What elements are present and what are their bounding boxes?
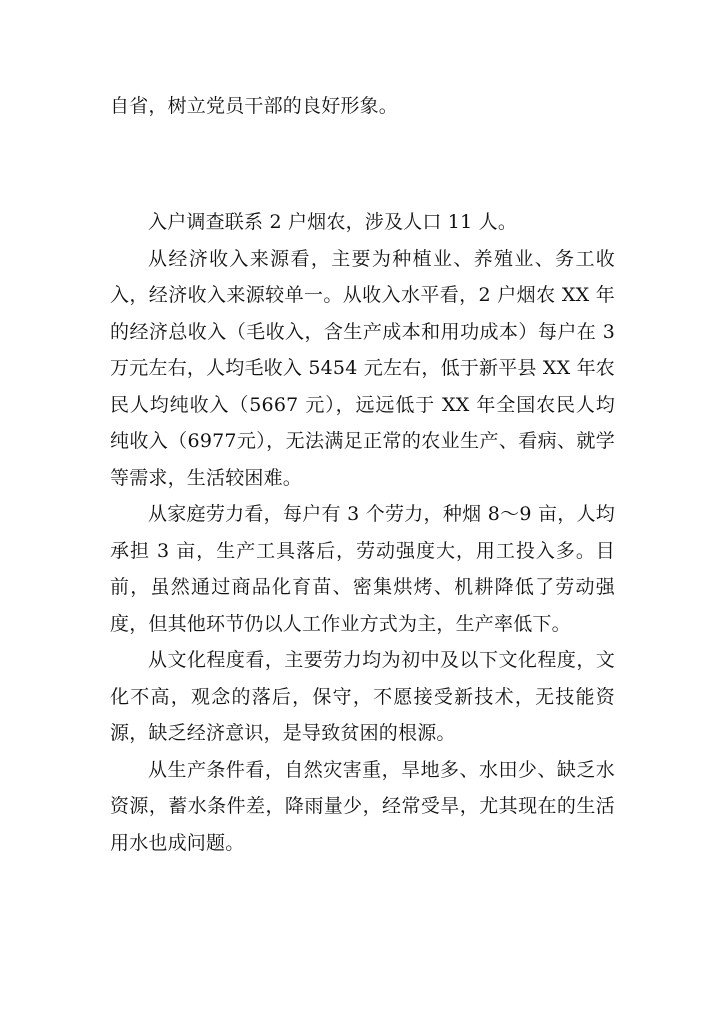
paragraph-production-conditions: 从生产条件看，自然灾害重，旱地多、水田少、缺乏水资源，蓄水条件差，降雨量少，经常受旱，尤其现在的生活用水也成问题。 (110, 758, 615, 854)
text-block-main (110, 204, 615, 861)
paragraph-labor: 从家庭劳力看，每户有 3 个劳力，种烟 8～9 亩，人均承担 3 亩，生产工具落后，劳动强度大，用工投入多。目前，虽然通过商品化育苗、密集烘烤、机耕降低了劳动强度，但其他环节仍以人工作业方式为主，生产率低下。 (110, 503, 615, 635)
paragraph-education: 从文化程度看，主要劳力均为初中及以下文化程度，文化不高，观念的落后，保守，不愿接受新技术，无技能资源，缺乏经济意识，是导致贫困的根源。 (110, 649, 615, 744)
paragraph-household-survey: 入户调查联系 2 户烟农，涉及人口 11 人。 (148, 211, 518, 233)
paragraph-income: 从经济收入来源看，主要为种植业、养殖业、务工收入，经济收入来源较单一。从收入水平看，2 户烟农 XX 年的经济总收入（毛收入，含生产成本和用功成本）每户在 3 万元左右，人均毛收入 5454 元左右，低于新平县 XX 年农民人均纯收入（5667 元），远远低于 XX 年全国农民人均纯收入（6977元），无法满足正常的农业生产、看病、就学等需求，生活较困难。 (110, 247, 615, 489)
paragraph-continuation: 自省，树立党员干部的良好形象。 (110, 95, 399, 117)
text-block-top (110, 88, 615, 125)
